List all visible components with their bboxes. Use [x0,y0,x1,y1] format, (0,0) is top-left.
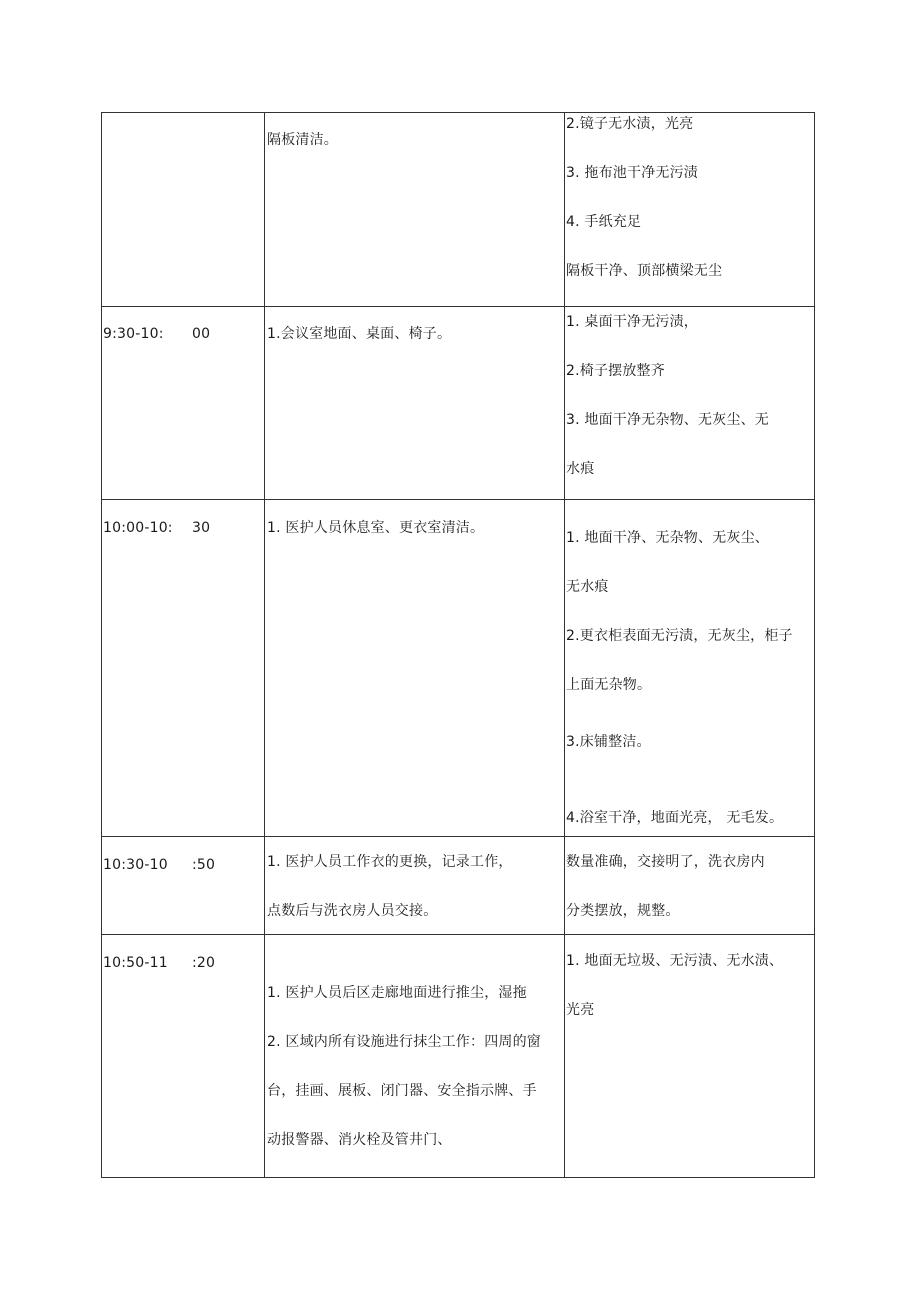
time-range: 10:30-10 [103,857,168,873]
task-line: 点数后与洗衣房人员交接。 [267,903,438,919]
standard-line: 分类摆放，规整。 [566,903,680,919]
table-border-bottom [101,1177,815,1178]
table-border-left [101,112,102,1178]
row-divider [101,934,815,935]
column-divider [264,112,265,1178]
row-divider [101,306,815,307]
task-line: 动报警器、消火栓及管井门、 [267,1132,452,1148]
row-divider [101,836,815,837]
standard-line: 3. 地面干净无杂物、无灰尘、无 [566,412,770,428]
standard-line: 光亮 [566,1002,595,1018]
standard-line: 1. 地面无垃圾、无污渍、无水渍、 [566,953,784,969]
standard-line: 3.床铺整洁。 [566,734,651,750]
task-line: 1.会议室地面、桌面、椅子。 [267,326,452,342]
task-line: 2. 区域内所有设施进行抹尘工作：四周的窗 [267,1034,542,1050]
task-line: 隔板清洁。 [267,132,338,148]
standard-line: 数量准确，交接明了，洗衣房内 [566,854,765,870]
time-range-end: 00 [192,326,211,342]
standard-line: 1. 地面干净、无杂物、无灰尘、 [566,530,770,546]
time-range-end: 30 [192,520,211,536]
table-border-top [101,112,815,113]
task-line: 台，挂画、展板、闭门器、安全指示牌、手 [267,1083,537,1099]
standard-line: 无水痕 [566,579,609,595]
time-range-end: :50 [192,857,216,873]
standard-line: 4. 手纸充足 [566,214,642,230]
column-divider [564,112,565,1178]
standard-line: 隔板干净、顶部横梁无尘 [566,263,723,279]
time-range: 10:50-11 [103,955,168,971]
table-border-right [814,112,815,1178]
standard-line: 上面无杂物。 [566,677,652,693]
time-range: 9:30-10: [103,326,164,342]
standard-line: 3. 拖布池干净无污渍 [566,165,699,181]
task-line: 1. 医护人员工作衣的更换，记录工作， [267,854,513,870]
standard-line: 1. 桌面干净无污渍， [566,314,699,330]
standard-line: 2.更衣柜表面无污渍，无灰尘，柜子 [566,628,793,644]
standard-line: 4.浴室干净，地面光亮， 无毛发。 [566,810,784,826]
time-range-end: :20 [192,955,216,971]
task-line: 1. 医护人员后区走廊地面进行推尘，湿拖 [267,985,527,1001]
standard-line: 水痕 [566,461,595,477]
standard-line: 2.椅子摆放整齐 [566,363,665,379]
time-range: 10:00-10: [103,520,173,536]
task-line: 1. 医护人员休息室、更衣室清洁。 [267,520,485,536]
row-divider [101,499,815,500]
standard-line: 2.镜子无水渍，光亮 [566,116,694,132]
